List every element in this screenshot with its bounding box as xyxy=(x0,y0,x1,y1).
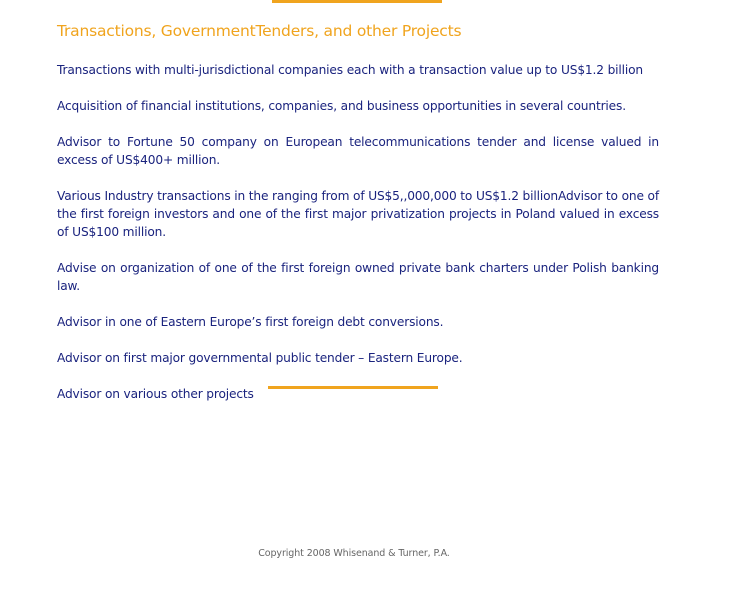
project-item: Various Industry transactions in the ranging from of US$5,,000,000 to US$1.2 billionAdvisor to one of the first foreign investors and one of the first major privatization projects in Poland valued in excess of US$100 million. xyxy=(57,189,659,239)
bottom-accent-rule xyxy=(268,386,438,389)
project-item: Transactions with multi-jurisdictional companies each with a transaction value up to US$1.2 billion xyxy=(57,63,643,77)
project-item: Advisor on various other projects xyxy=(57,387,254,401)
top-accent-rule xyxy=(272,0,442,3)
project-list xyxy=(57,61,659,421)
project-item: Advisor to Fortune 50 company on European telecommunications tender and license valued in excess of US$400+ million. xyxy=(57,135,659,167)
project-item: Advisor on first major governmental public tender – Eastern Europe. xyxy=(57,351,463,365)
project-item: Advisor in one of Eastern Europe’s first foreign debt conversions. xyxy=(57,315,444,329)
project-item: Advise on organization of one of the first foreign owned private bank charters under Polish banking law. xyxy=(57,261,659,293)
section-heading: Transactions, GovernmentTenders, and other Projects xyxy=(57,22,462,40)
project-item: Acquisition of financial institutions, companies, and business opportunities in several countries. xyxy=(57,99,626,113)
copyright-footer: Copyright 2008 Whisenand & Turner, P.A. xyxy=(258,548,450,559)
